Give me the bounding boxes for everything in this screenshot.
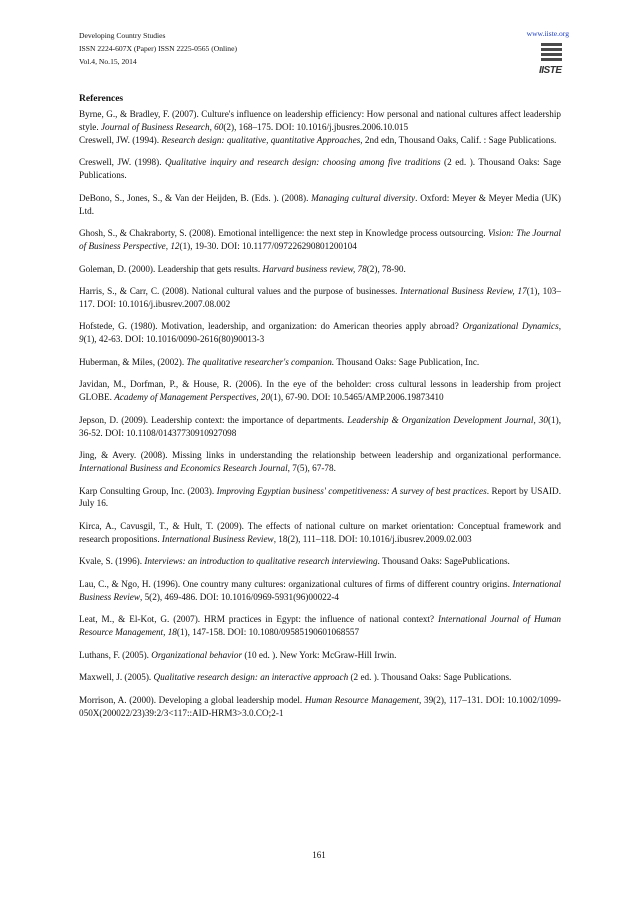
reference-text: Creswell, JW. (1994). <box>79 134 162 145</box>
reference-text: Goleman, D. (2000). Leadership that gets results. <box>79 263 263 274</box>
reference-entry <box>79 649 561 662</box>
reference-text: Jing, & Avery. (2008). Missing links in understanding the relationship between leadership and organizational performance. <box>79 450 561 461</box>
reference-text: , 39(2), 117–131. DOI: 10.1002/1099-050X(200022/23)39:2/3<117::AID-HRM3>3.0.CO;2-1 <box>79 694 561 718</box>
section-heading: References <box>79 94 124 104</box>
reference-entry <box>79 578 561 604</box>
volume-line: Vol.4, No.15, 2014 <box>79 57 137 66</box>
reference-text: Javidan, M., Dorfman, P., & House, R. (2006). In the eye of the beholder: cross cultural lessons in leadership from project GLOBE. <box>79 379 561 403</box>
reference-italic-title: Interviews: an introduction to qualitative research interviewing <box>144 556 378 567</box>
reference-entry <box>79 356 561 369</box>
reference-text: (1), 67-90. DOI: 10.5465/AMP.2006.19873410 <box>270 392 444 403</box>
reference-entry <box>79 285 561 311</box>
reference-text: Maxwell, J. (2005). <box>79 672 154 683</box>
reference-text: (10 ed. ). New York: McGraw-Hill Irwin. <box>242 649 397 660</box>
reference-text: Hofstede, G. (1980). Motivation, leadership, and organization: do American theories apply abroad? <box>79 321 463 332</box>
logo-text: IISTE <box>539 65 562 76</box>
reference-text: . Thousand Oaks: SagePublications. <box>377 556 510 567</box>
issn-line: ISSN 2224-607X (Paper) ISSN 2225-0565 (Online) <box>79 44 237 53</box>
reference-italic-title: Vision: The Journal of Business Perspective, 12 <box>79 228 561 252</box>
reference-entry <box>79 192 561 218</box>
reference-text: (2), 168–175. DOI: 10.1016/j.jbusres.2006.10.015 <box>223 121 409 132</box>
reference-text: Lau, C., & Ngo, H. (1996). One country many cultures: organizational cultures of firms of different country origins. <box>79 578 513 589</box>
reference-text: (2), 78-90. <box>366 263 406 274</box>
reference-text: Kirca, A., Cavusgil, T., & Hult, T. (2009). The effects of national culture on market orientation: Conceptual framework and research propositions. <box>79 520 561 544</box>
reference-entry <box>79 555 561 568</box>
iiste-logo <box>538 43 564 81</box>
reference-italic-title: Managing cultural diversity <box>311 192 416 203</box>
reference-italic-title: Organizational Dynamics, 9 <box>79 321 561 345</box>
reference-italic-title: Qualitative research design: an interactive approach <box>153 672 349 683</box>
reference-text: . Oxford: Meyer & Meyer Media (UK) Ltd. <box>79 192 561 216</box>
reference-text: , 2nd edn, Thousand Oaks, Calif. : Sage Publications. <box>360 134 557 145</box>
reference-entry <box>79 320 561 346</box>
reference-italic-title: The qualitative researcher's companion. <box>186 356 335 367</box>
reference-text: (1), 147-158. DOI: 10.1080/09585190601068557 <box>176 627 360 638</box>
reference-entry <box>79 613 561 639</box>
reference-text: Huberman, & Miles, (2002). <box>79 356 187 367</box>
reference-italic-title: International Business and Economics Research Journal <box>79 463 288 474</box>
reference-text: Morrison, A. (2000). Developing a global leadership model. <box>79 694 305 705</box>
reference-entry <box>79 694 561 720</box>
reference-text: (1), 36-52. DOI: 10.1108/01437730910927098 <box>79 414 561 438</box>
reference-text: DeBono, S., Jones, S., & Van der Heijden, B. (Eds. ). (2008). <box>79 192 312 203</box>
reference-italic-title: International Business Review, 17 <box>400 286 527 297</box>
reference-text: (2 ed. ). Thousand Oaks: Sage Publications. <box>79 157 561 181</box>
reference-text: . Report by USAID. July 16. <box>79 485 561 509</box>
reference-text: Byrne, G., & Bradley, F. (2007). Culture's influence on leadership efficiency: How personal and national cultures affect leadership style. <box>79 109 561 132</box>
reference-italic-title: Harvard business review, 78 <box>262 263 367 274</box>
reference-entry <box>79 378 561 404</box>
reference-text: Ghosh, S., & Chakraborty, S. (2008). Emotional intelligence: the next step in Knowledge process outsourcing. <box>79 228 488 239</box>
reference-text: Karp Consulting Group, Inc. (2003). <box>79 485 217 496</box>
reference-text: (2 ed. ). Thousand Oaks: Sage Publications. <box>348 672 512 683</box>
reference-list <box>79 108 561 720</box>
reference-entry <box>79 449 561 475</box>
reference-text: Jepson, D. (2009). Leadership context: the importance of departments. <box>79 414 348 425</box>
reference-text: Leat, M., & El-Kot, G. (2007). HRM practices in Egypt: the influence of national context? <box>79 614 439 625</box>
reference-entry <box>79 671 561 684</box>
reference-text: , 7(5), 67-78. <box>287 463 336 474</box>
reference-italic-title: Human Resource Management <box>304 694 420 705</box>
journal-name: Developing Country Studies <box>79 31 166 40</box>
page-number: 161 <box>312 850 326 860</box>
reference-text: (1), 42-63. DOI: 10.1016/0090-2616(80)90013-3 <box>83 334 265 345</box>
reference-italic-title: Improving Egyptian business' competitiveness: A survey of best practices <box>216 485 487 496</box>
reference-italic-title: Academy of Management Perspectives, 20 <box>114 392 271 403</box>
journal-website-link[interactable]: www.iiste.org <box>526 29 569 38</box>
reference-entry <box>79 414 561 440</box>
reference-italic-title: Organizational behavior <box>151 649 243 660</box>
reference-text: Harris, S., & Carr, C. (2008). National cultural values and the purpose of businesses. <box>79 286 401 297</box>
reference-entry <box>79 134 561 147</box>
reference-entry <box>79 227 561 253</box>
reference-italic-title: Journal of Business Research, 60 <box>100 121 224 132</box>
reference-text: , 18(2), 111–118. DOI: 10.1016/j.ibusrev.2009.02.003 <box>273 533 472 544</box>
reference-entry <box>79 520 561 546</box>
reference-italic-title: International Business Review <box>161 533 274 544</box>
reference-entry <box>79 263 561 276</box>
reference-italic-title: International Business Review <box>79 578 561 602</box>
running-header <box>79 29 237 68</box>
references-section <box>79 94 561 729</box>
reference-text: Creswell, JW. (1998). <box>79 157 166 168</box>
reference-italic-title: Qualitative inquiry and research design: choosing among five traditions <box>165 157 441 168</box>
reference-italic-title: International Journal of Human Resource Management, 18 <box>79 614 562 638</box>
reference-text: (1), 103–117. DOI: 10.1016/j.ibusrev.2007.08.002 <box>79 286 561 309</box>
reference-text: , 5(2), 469-486. DOI: 10.1016/0969-5931(96)00022-4 <box>139 591 340 602</box>
reference-italic-title: Research design: qualitative, quantitative Approaches <box>161 134 361 145</box>
reference-entry <box>79 485 561 511</box>
reference-text: Luthans, F. (2005). <box>79 649 152 660</box>
reference-italic-title: Leadership & Organization Development Journal, 30 <box>347 414 548 425</box>
reference-entry <box>79 108 561 134</box>
reference-text: Thousand Oaks: Sage Publication, Inc. <box>334 356 480 367</box>
reference-text: (1), 19-30. DOI: 10.1177/097226290801200104 <box>179 241 357 252</box>
reference-text: Kvale, S. (1996). <box>79 556 145 567</box>
reference-entry <box>79 156 561 182</box>
